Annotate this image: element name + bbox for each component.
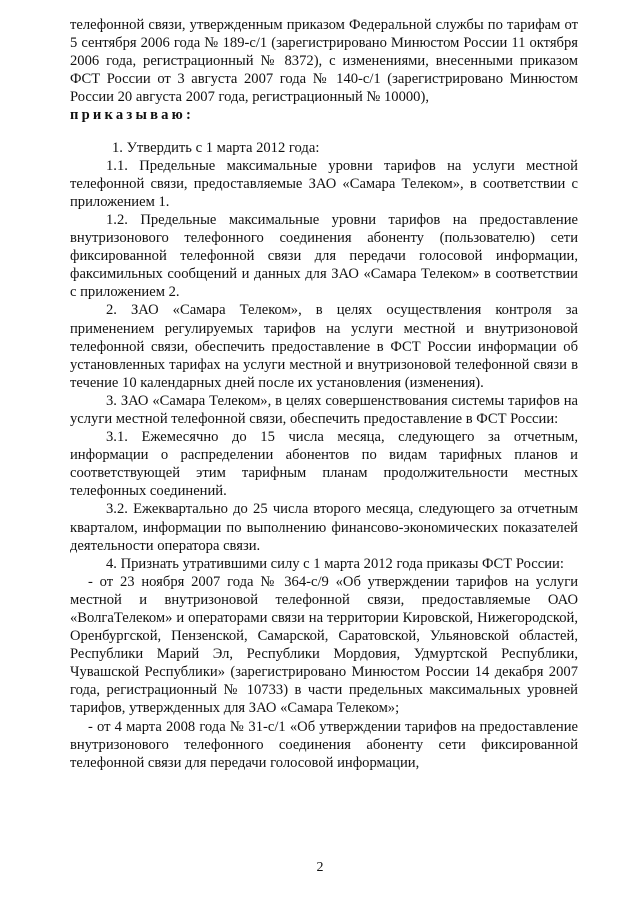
item-3: 3. ЗАО «Самара Телеком», в целях совершенствования системы тарифов на услуги местной телефонной связи, обеспечить предоставление в ФСТ России:	[70, 392, 578, 427]
order-word: приказываю:	[70, 107, 195, 124]
document-body	[70, 16, 578, 772]
item-2: 2. ЗАО «Самара Телеком», в целях осуществления контроля за применением регулируемых тарифов на услуги местной и внутризоновой телефонной связи, обеспечить предоставление в ФСТ России информации об установленных тарифах на услуги местной и внутризоновой телефонной связи в течение 10 календарных дней после их установления (изменения).	[70, 302, 578, 391]
item-4-order-2: - от 4 марта 2008 года № 31-с/1 «Об утверждении тарифов на предоставление внутризонового телефонного соединения абоненту сети фиксированной телефонной связи для передачи голосовой информации,	[70, 718, 578, 771]
item-4: 4. Признать утратившими силу с 1 марта 2012 года приказы ФСТ России:	[106, 555, 564, 572]
page-number: 2	[316, 860, 324, 875]
item-3-2: 3.2. Ежеквартально до 25 числа второго месяца, следующего за отчетным кварталом, информации по выполнению финансово-экономических показателей деятельности оператора связи.	[70, 501, 578, 554]
intro-paragraph: телефонной связи, утвержденным приказом Федеральной службы по тарифам от 5 сентября 2006 года № 189-с/1 (зарегистрировано Минюстом России 11 октября 2006 года, регистрационный № 8372), с изменениями, внесенными приказом ФСТ России от 3 августа 2007 года № 140-с/1 (зарегистрировано Минюстом России 20 августа 2007 года, регистрационный № 10000),	[70, 17, 578, 106]
item-1-2: 1.2. Предельные максимальные уровни тарифов на предоставление внутризонового телефонного соединения абоненту (пользователю) сети фиксированной телефонной связи для передачи голосовой информации, факсимильных сообщений и данных для ЗАО «Самара Телеком» в соответствии с приложением 2.	[70, 211, 578, 301]
item-1: 1. Утвердить с 1 марта 2012 года:	[112, 139, 320, 156]
item-4-order-1: - от 23 ноября 2007 года № 364-с/9 «Об утверждении тарифов на услуги местной и внутризоновой телефонной связи, предоставляемые ОАО «ВолгаТелеком» и операторами связи на территории Кировской, Нижегородской, Оренбургской, Пензенской, Самарской, Саратовской, Ульяновской областей, Республики Марий Эл, Республики Мордовия, Удмуртской Республики, Чувашской Республики» (зарегистрировано Минюстом России 14 декабря 2007 года, регистрационный № 10733) в части предельных максимальных уровней тарифов, утвержденных для ЗАО «Самара Телеком»;	[70, 573, 578, 717]
item-3-1: 3.1. Ежемесячно до 15 числа месяца, следующего за отчетным, информации о распределении абонентов по видам тарифных планов и соответствующей этим тарифным планам продолжительности местных телефонных соединений.	[70, 429, 578, 500]
item-1-1: 1.1. Предельные максимальные уровни тарифов на услуги местной телефонной связи, предоставляемые ЗАО «Самара Телеком», в соответствии с приложением 1.	[70, 157, 578, 210]
